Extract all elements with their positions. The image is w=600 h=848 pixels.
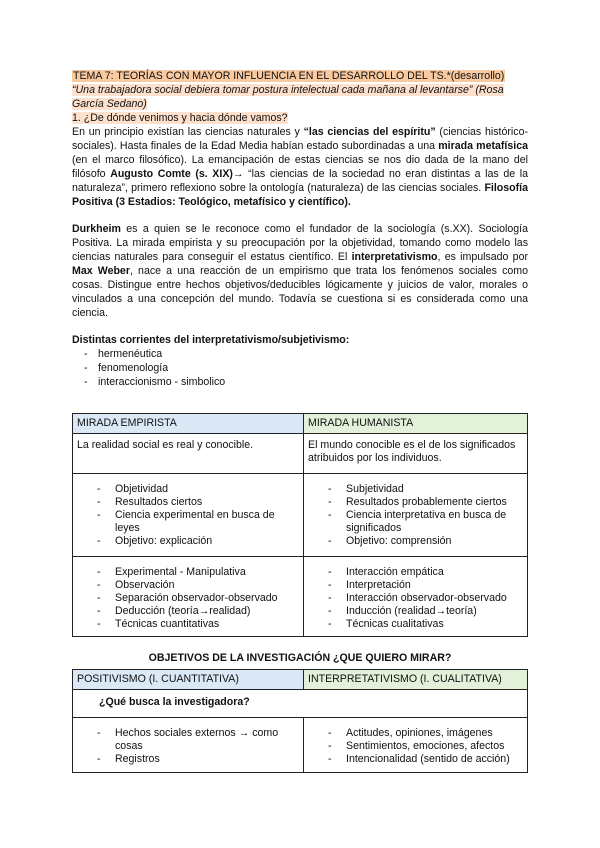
list-item: - Ciencia interpretativa en busca de significados: [308, 509, 523, 535]
table-cell: [304, 557, 528, 637]
list-item: - Observación: [77, 579, 299, 592]
objectives-table: [72, 669, 528, 773]
list-item: - Ciencia experimental en busca de leyes: [77, 509, 299, 535]
quote: “Una trabajadora social debiera tomar postura intelectual cada mañana al levantarse” (Rosa García Sedano): [72, 84, 504, 110]
table-cell: [73, 557, 304, 637]
table-row: [73, 718, 528, 773]
section-heading: 1. ¿De dónde venimos y hacia dónde vamos?: [72, 112, 288, 124]
table-cell: El mundo conocible es el de los significados atribuidos por los individuos.: [304, 434, 528, 474]
list-item: - Experimental - Manipulativa: [77, 566, 299, 579]
humanist-header: MIRADA HUMANISTA: [304, 414, 528, 434]
table-cell: [304, 474, 528, 557]
list-item: - Hechos sociales externos → como cosas: [77, 727, 299, 753]
bold-text: Durkheim: [72, 223, 121, 235]
list-item: - Interacción empática: [308, 566, 523, 579]
list-item: - Objetividad: [77, 483, 299, 496]
text: En un principio existían las ciencias naturales y: [72, 126, 304, 138]
quote-line: [72, 83, 528, 111]
interpretativism-header: INTERPRETATIVISMO (I. CUALITATIVA): [304, 670, 528, 690]
bold-text: interpretativismo: [351, 251, 438, 263]
table-header-row: [73, 414, 528, 434]
table-header-row: [73, 670, 528, 690]
list-item: - hermenéutica: [72, 347, 528, 361]
list-item: - Intencionalidad (sentido de acción): [308, 753, 523, 766]
table-row: [73, 690, 528, 718]
section-line: [72, 111, 528, 125]
table-cell: [73, 718, 304, 773]
bold-text: “las ciencias del espíritu”: [303, 126, 436, 138]
text: (en el marco filosófico). La emancipación de estas ciencias se nos dio dada de la mano del filósofo: [72, 154, 528, 180]
table-row: [73, 434, 528, 474]
bold-text: Augusto Comte (s. XIX): [110, 168, 233, 180]
list-item: - Técnicas cualitativas: [308, 618, 523, 631]
table-cell: [73, 474, 304, 557]
bold-text: Max Weber: [72, 265, 130, 277]
list-item: - interaccionismo - simbolico: [72, 375, 528, 389]
objectives-title: OBJETIVOS DE LA INVESTIGACIÓN ¿QUE QUIERO MIRAR?: [148, 652, 452, 664]
text: (ciencias histórico-sociales). Hasta finales de la Edad Media habían estado subordinadas a una: [72, 126, 528, 152]
table-row: [73, 557, 528, 637]
table-cell: La realidad social es real y conocible.: [73, 434, 304, 474]
list-item: - Subjetividad: [308, 483, 523, 496]
list-item: - Actitudes, opiniones, imágenes: [308, 727, 523, 740]
list-item: - Objetivo: explicación: [77, 535, 299, 548]
list-item: - fenomenología: [72, 361, 528, 375]
list-item: - Sentimientos, emociones, afectos: [308, 740, 523, 753]
text: , es impulsado por: [437, 251, 528, 263]
list-item: - Deducción (teoría→realidad): [77, 605, 299, 618]
question-cell: ¿Qué busca la investigadora?: [73, 690, 528, 718]
list-item: - Inducción (realidad→teoría): [308, 605, 523, 618]
table-cell: [304, 718, 528, 773]
list-item: - Registros: [77, 753, 299, 766]
document-content: [72, 69, 528, 773]
mirada-table: [72, 413, 528, 637]
page-title: TEMA 7: TEORÍAS CON MAYOR INFLUENCIA EN EL DESARROLLO DEL TS.*(desarrollo): [73, 70, 505, 82]
list-item: - Interpretación: [308, 579, 523, 592]
list-item: - Resultados probablemente ciertos: [308, 496, 523, 509]
currents-list: [72, 347, 528, 389]
text: es a quien se le reconoce como el fundador de la sociología (s.XX). Sociología Positiva. La mirada empirista y su preocupación por la objetividad, tomando como modelo las ciencias naturales para conseguir el estatus científico. El: [72, 223, 528, 263]
list-item: - Resultados ciertos: [77, 496, 299, 509]
bold-text: mirada metafísica: [438, 140, 528, 152]
empirist-header: MIRADA EMPIRISTA: [73, 414, 304, 434]
list-item: - Interacción observador-observado: [308, 592, 523, 605]
bold-text: Filosofía Positiva (3 Estadios: Teológico, metafísico y científico).: [72, 182, 528, 208]
positivism-header: POSITIVISMO (I. CUANTITATIVA): [73, 670, 304, 690]
paragraph-comte: [72, 125, 528, 209]
paragraph-durkheim: [72, 222, 528, 320]
text: , nace a una reacción de un empirismo que trata los fenómenos sociales como cosas. Distingue entre hechos objetivos/deducibles lógicamente y juicios de valor, morales o vinculados a una concepción del mundo. Todavía se cuestiona si es considerada como una ciencia.: [72, 265, 528, 319]
title-line: [72, 69, 528, 83]
list-item: - Separación observador-observado: [77, 592, 299, 605]
currents-heading: Distintas corrientes del interpretativismo/subjetivismo:: [72, 334, 350, 346]
list-item: - Objetivo: comprensión: [308, 535, 523, 548]
table-row: [73, 474, 528, 557]
list-item: - Técnicas cuantitativas: [77, 618, 299, 631]
text: → “las ciencias de la sociedad no eran distintas a las de la naturaleza”, primero reflexiono sobre la ontología (naturaleza) de las ciencias sociales.: [72, 168, 528, 194]
